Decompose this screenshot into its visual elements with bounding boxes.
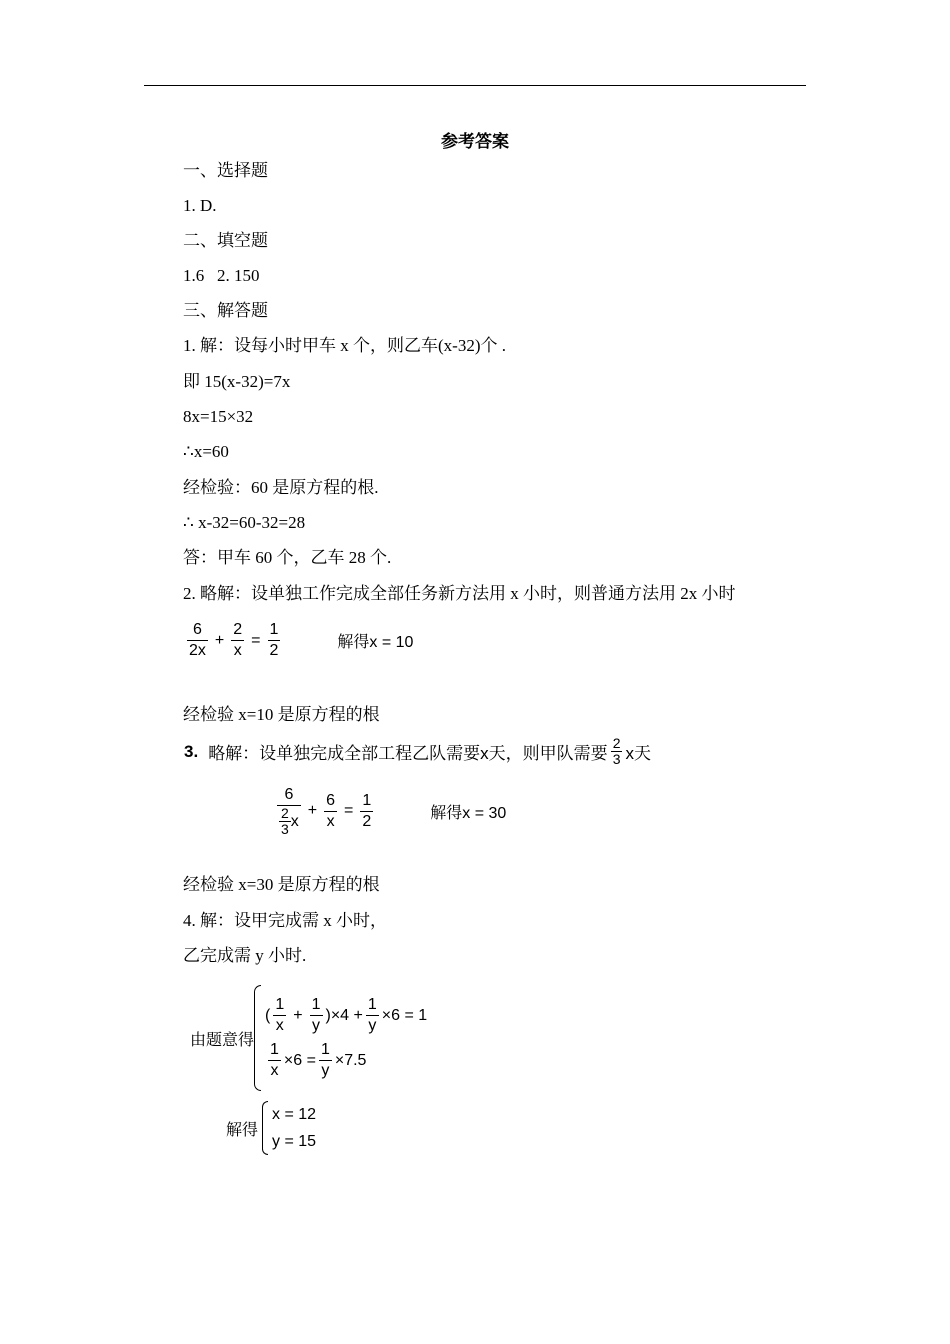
q2-line-1: 2. 略解：设单独工作完成全部任务新方法用 x 小时，则普通方法用 2x 小时 xyxy=(183,584,736,603)
q4-solution-y: y = 15 xyxy=(272,1133,317,1150)
q4-equation-2: $\frac{1}{x}$ ×6 = $\frac{1}{y}$ ×7.5 xyxy=(270,1041,367,1079)
q1-line-1: 1. 解：设每小时甲车 x 个，则乙车(x-32)个 . xyxy=(183,336,506,355)
q3-frac-2: $\frac{6}{x}$ xyxy=(326,791,336,830)
section-choice: 一、选择题 xyxy=(183,161,268,180)
section-solve: 三、解答题 xyxy=(183,301,268,320)
q4-line-2: 乙完成需 y 小时. xyxy=(183,946,307,965)
q1-line-5: 经检验：60 是原方程的根. xyxy=(183,478,379,497)
q4-equation-1: ( $\frac{1}{x}$ + $\frac{1}{y}$ )×4 + $\frac{1}{y}$ ×6 = 1 xyxy=(265,996,428,1034)
q1-line-2: 即 15(x-32)=7x xyxy=(183,372,291,391)
q3-frac-3: $\frac{1}{2}$ xyxy=(362,791,372,830)
q3-equation: 6 $\frac{2}{3}$ x + $\frac{6}{x}$ = $\frac{1}{2}$ 解得x = 30 xyxy=(274,785,506,837)
q2-frac-2: $\frac{2}{x}$ xyxy=(233,621,243,659)
left-brace-icon xyxy=(262,1101,268,1155)
q1-line-4: ∴x=60 xyxy=(183,442,229,461)
q4-line-1: 4. 解：设甲完成需 x 小时， xyxy=(183,911,387,930)
q3-statement: 3. 略解：设单独完成全部工程乙队需要x天，则甲队需要 $\frac{2}{3}$ x天 xyxy=(184,735,651,767)
q3-result: 解得x = 30 xyxy=(430,804,507,822)
q4-solution-label: 解得 xyxy=(226,1121,259,1139)
q2-frac-1: $\frac{6}{2x}$ xyxy=(189,621,206,659)
page-title: 参考答案 xyxy=(441,132,509,151)
choice-answer: 1. D. xyxy=(183,196,217,215)
q1-line-6: ∴ x-32=60-32=28 xyxy=(183,513,306,532)
q4-system-label: 由题意得 xyxy=(190,1031,255,1049)
q4-system xyxy=(190,985,427,1091)
q3-frac-1: 6 $\frac{2}{3}$ x xyxy=(277,785,301,837)
left-brace-icon xyxy=(254,985,261,1091)
q4-solution xyxy=(226,1101,316,1155)
q1-line-7: 答：甲车 60 个，乙车 28 个. xyxy=(183,548,392,567)
q4-solution-x: x = 12 xyxy=(272,1106,317,1123)
q3-two-thirds: $\frac{2}{3}$ xyxy=(612,735,621,767)
q2-equation: $\frac{6}{2x}$ + $\frac{2}{x}$ = $\frac{1}{2}$ 解得x = 10 xyxy=(189,621,414,659)
q1-line-3: 8x=15×32 xyxy=(183,407,254,426)
q3-check: 经检验 x=30 是原方程的根 xyxy=(183,875,380,894)
q2-check: 经检验 x=10 是原方程的根 xyxy=(183,705,380,724)
header-rule xyxy=(144,85,806,86)
section-fill: 二、填空题 xyxy=(183,231,268,250)
q2-frac-3: $\frac{1}{2}$ xyxy=(269,621,279,659)
fill-answer: 1.6 2. 150 xyxy=(183,266,260,285)
q2-result: 解得x = 10 xyxy=(337,634,414,651)
